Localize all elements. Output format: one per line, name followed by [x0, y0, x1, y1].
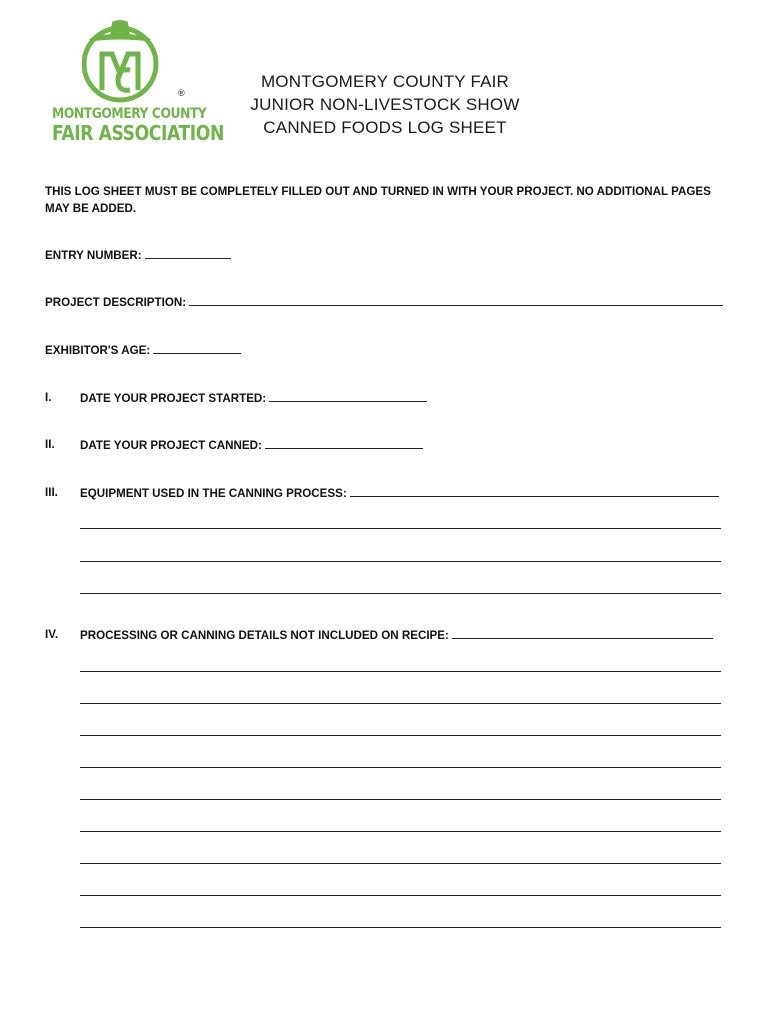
- logo-emblem-icon: [82, 18, 162, 104]
- page-title: [235, 70, 535, 139]
- section-2-label: DATE YOUR PROJECT CANNED:: [80, 439, 262, 452]
- logo-line-2: FAIR ASSOCIATION: [52, 121, 224, 145]
- details-line-9[interactable]: [80, 927, 721, 928]
- section-1-field: [80, 391, 427, 405]
- section-4-label: PROCESSING OR CANNING DETAILS NOT INCLUDED ON RECIPE:: [80, 629, 449, 642]
- project-description-label: PROJECT DESCRIPTION:: [45, 296, 187, 309]
- details-line-7[interactable]: [80, 863, 721, 864]
- project-canned-blank[interactable]: [265, 438, 423, 449]
- project-started-blank[interactable]: [269, 391, 427, 402]
- section-3-label: EQUIPMENT USED IN THE CANNING PROCESS:: [80, 487, 347, 500]
- details-line-4[interactable]: [80, 767, 721, 768]
- exhibitor-age-blank[interactable]: [153, 343, 241, 354]
- section-2-numeral: II.: [45, 438, 55, 451]
- details-line-2[interactable]: [80, 703, 721, 704]
- equipment-blank[interactable]: [350, 486, 719, 497]
- instructions-notice: THIS LOG SHEET MUST BE COMPLETELY FILLED OUT AND TURNED IN WITH YOUR PROJECT. NO ADDITIONAL PAGES MAY BE ADDED.: [45, 185, 711, 215]
- exhibitor-age-field: [45, 343, 241, 357]
- equipment-line-3[interactable]: [80, 593, 721, 594]
- section-4-numeral: IV.: [45, 628, 59, 641]
- section-2-field: [80, 438, 423, 452]
- fair-association-logo: [52, 18, 224, 148]
- entry-number-blank[interactable]: [145, 248, 231, 259]
- logo-line-1: MONTGOMERY COUNTY: [52, 106, 207, 122]
- entry-number-label: ENTRY NUMBER:: [45, 249, 142, 262]
- title-line-1: MONTGOMERY COUNTY FAIR: [260, 72, 510, 91]
- section-1-numeral: I.: [45, 391, 52, 404]
- title-line-3: CANNED FOODS LOG SHEET: [263, 118, 507, 137]
- equipment-line-2[interactable]: [80, 561, 721, 562]
- details-line-1[interactable]: [80, 671, 721, 672]
- processing-details-blank[interactable]: [452, 628, 713, 639]
- entry-number-field: [45, 248, 231, 262]
- project-description-field: [45, 295, 723, 309]
- details-line-3[interactable]: [80, 735, 721, 736]
- details-line-8[interactable]: [80, 895, 721, 896]
- details-line-5[interactable]: [80, 799, 721, 800]
- section-4-field: [80, 628, 713, 642]
- section-3-numeral: III.: [45, 486, 58, 499]
- details-line-6[interactable]: [80, 831, 721, 832]
- project-description-blank[interactable]: [189, 295, 723, 306]
- registered-mark: ®: [178, 88, 185, 98]
- section-3-field: [80, 486, 719, 500]
- section-1-label: DATE YOUR PROJECT STARTED:: [80, 392, 267, 405]
- equipment-line-1[interactable]: [80, 528, 721, 529]
- title-line-2: JUNIOR NON-LIVESTOCK SHOW: [250, 95, 520, 114]
- exhibitor-age-label: EXHIBITOR'S AGE:: [45, 344, 151, 357]
